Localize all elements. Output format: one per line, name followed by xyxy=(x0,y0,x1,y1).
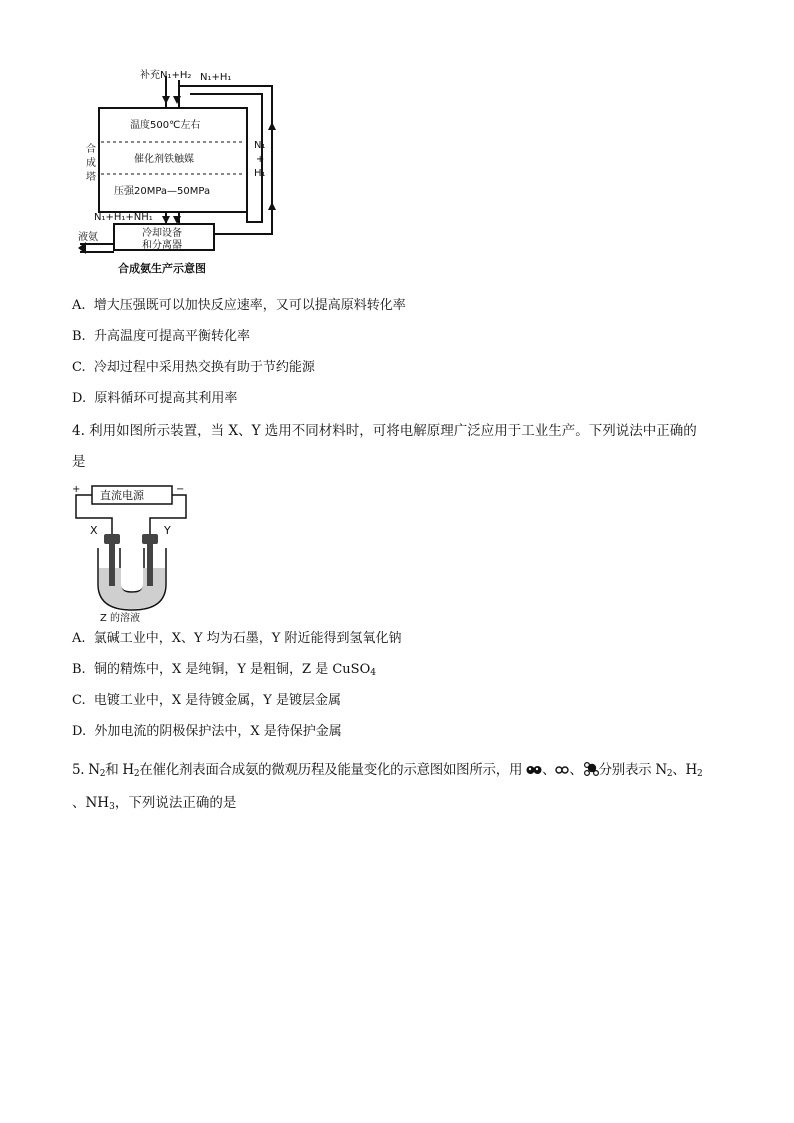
q3-option-a[interactable]: A. 增大压强既可以加快反应速率，又可以提高原料转化率 xyxy=(72,298,406,313)
electrode-y-label: Y xyxy=(164,524,171,537)
q3-option-c[interactable]: C. 冷却过程中采用热交换有助于节约能源 xyxy=(72,360,315,375)
right-label-1: N₁ xyxy=(254,140,266,151)
diagram-caption: 合成氨生产示意图 xyxy=(118,262,206,275)
electrode-x-label: X xyxy=(90,524,98,537)
temperature-label: 温度500℃左右 xyxy=(130,120,201,131)
right-label-2: + xyxy=(256,154,265,165)
cooler-label-1: 冷却设备 xyxy=(142,228,182,239)
outlet-label: N₁+H₁+NH₁ xyxy=(94,212,153,223)
liquid-ammonia-label: 液氨 xyxy=(78,232,98,243)
catalyst-label: 催化剂铁触媒 xyxy=(134,154,194,165)
plus-sign: + xyxy=(72,484,81,495)
solution-label: Z 的溶液 xyxy=(100,613,141,622)
q3-option-b[interactable]: B. 升高温度可提高平衡转化率 xyxy=(72,329,250,344)
right-label-3: H₁ xyxy=(254,168,266,179)
q4-option-d[interactable]: D. 外加电流的阴极保护法中，X 是待保护金属 xyxy=(72,724,342,739)
minus-sign: − xyxy=(176,484,185,495)
ammonia-synthesis-diagram xyxy=(72,66,292,278)
supply-label: 补充N₁+H₂ xyxy=(140,70,192,81)
tower-label-2: 成 xyxy=(86,158,96,169)
q4-option-a[interactable]: A. 氯碱工业中，X、Y 均为石墨，Y 附近能得到氢氧化钠 xyxy=(72,631,402,646)
n2-molecule-icon xyxy=(526,765,542,775)
q5-stem-line2: 、$NH_3$，下列说法正确的是 xyxy=(72,795,237,812)
q4-option-b[interactable]: B. 铜的精炼中，X 是纯铜，Y 是粗铜，Z 是 CuSO$_4$ xyxy=(72,662,376,678)
tower-label-3: 塔 xyxy=(86,172,96,183)
q4-stem-line2: 是 xyxy=(72,454,86,470)
h2-molecule-icon xyxy=(555,765,569,775)
nh3-molecule-icon xyxy=(583,762,599,776)
q3-option-d[interactable]: D. 原料循环可提高其利用率 xyxy=(72,391,238,406)
pressure-label: 压强20MPa—50MPa xyxy=(114,186,211,197)
power-supply-label: 直流电源 xyxy=(100,489,144,502)
q4-option-c[interactable]: C. 电镀工业中，X 是待镀金属，Y 是镀层金属 xyxy=(72,693,341,708)
cooler-label-2: 和分离器 xyxy=(142,240,182,251)
tower-label-1: 合 xyxy=(86,144,96,155)
electrolysis-diagram xyxy=(70,480,194,622)
q4-stem-line1: 4. 利用如图所示装置，当 X、Y 选用不同材料时，可将电解原理广泛应用于工业生产。下列说法中正确的 xyxy=(72,423,697,439)
recycle-top-label: N₁+H₁ xyxy=(200,72,232,83)
q5-stem-line1: 5. $N_2$和 $H_2$在催化剂表面合成氨的微观历程及能量变化的示意图如图所示，用 、 、 分别表示 $N_2$、$H_2$ xyxy=(72,762,703,779)
